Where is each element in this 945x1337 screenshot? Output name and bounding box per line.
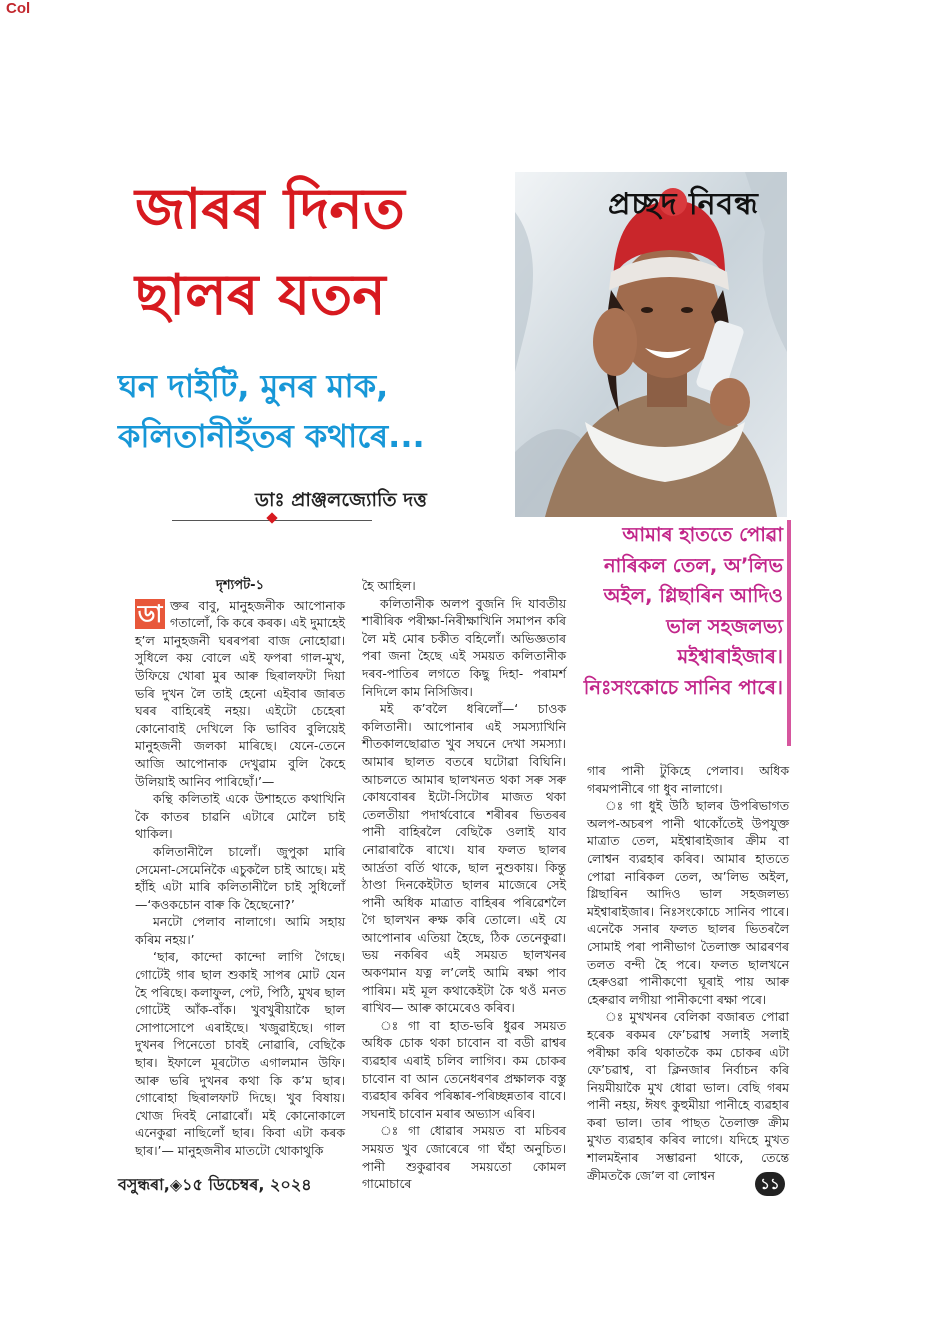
section-tag: প্ৰচ্ছদ নিবন্ধ [608, 187, 759, 222]
headline-line-1: জাৰৰ দিনত [135, 177, 405, 242]
scene-heading: দৃশ্যপট-১ [215, 578, 265, 593]
page-number: ১১ [755, 1172, 785, 1196]
article-column-2 [362, 577, 566, 1193]
paragraph: মনটো পেলাব নালাগে। আমি সহায় কৰিম নহয়।’ [135, 914, 345, 947]
article-column-1 [135, 577, 345, 1160]
paragraph: ঃ গা ধুই উঠি ছালৰ উপৰিভাগত অলপ-অচৰপ পানী থাকোঁতেই উপযুক্ত মাত্ৰাত তেল, মইশ্বাৰাইজাৰ ক্ৰীম বা লোশ্বন ব্যৱহাৰ কৰিব। আমাৰ হাততে পোৱা নাৰিকল তেল, অ’লিভ অইল, গ্লিছাৰিন আদিও ভাল সহজলভ্য মইশ্বাৰাইজাৰ। নিঃসংকোচে সানিব পাৰে। এনেকৈ সনাৰ ফলত ছালৰ ভিতৰলৈ সোমাই পৰা পানীভাগ তৈলাক্ত আৱৰণৰ তলত বন্দী হৈ পৰে। ফলত ছালখনে হেৰুওৱা পানীকণো ঘূৰাই পায় আৰু হেৰুৱাব লগীয়া পানীকণো ৰক্ষা পৰে। [587, 798, 789, 1007]
paragraph: ‘ছাৰ, কান্দো কান্দো লাগি গৈছে। গোটেই গাৰ ছাল শুকাই সাপৰ মোট যেন হৈ পৰিছে। কলাফুল, পেট, পিঠি, মুখৰ ছাল গোটেই আঁক-বাঁক। খুবখুৰীয়াকৈ ছাল সোপাসোপে এৰাইছে। খজুৱাইছে। গাল দুখনৰ পিনেতো চাবই নোৱাৰি, বেছিকৈ ছাৰ। ইফালে মূৰটোত এগালমান উফি। আৰু ভৰি দুখনৰ কথা কি ক’ম ছাৰ। গোৰোহা ছিৰালফাট দিছে। খুব বিষায়। খোজ দিবই নোৱাৰোঁ। মই কোনোকালে এনেকুৱা নাছিলোঁ ছাৰ। কিবা এটা কৰক ছাৰ।’— মানুহজনীৰ মাতটো থোকাথুকি [135, 949, 345, 1158]
paragraph: মই ক’বলৈ ধৰিলোঁ—‘ চাওক কলিতানী। আপোনাৰ এই সমস্যাখিনি শীতকালছোৱাত খুব সঘনে দেখা সমস্যা। আমাৰ ছালত বতৰে ঘটোৱা বিঘিনি। আচলতে আমাৰ ছালখনত থকা সৰু সৰু কোষবোৰৰ ইটো-সিটোৰ মাজত থকা তেলতীয়া পদাৰ্থবোৰে শৰীৰৰ ভিতৰৰ পানী বাহিৰলৈ বেছিকৈ ওলাই যাব নোৱাৰাকৈ ৰাখে। যাৰ ফলত ছালৰ আৰ্দ্ৰতা বৰ্তি থাকে, ছাল নুশুকায়। কিন্তু ঠাণ্ডা দিনকেইটাত ছালৰ মাজেৰে সেই পানী অধিক মাত্ৰাত বাহিৰৰ পৰিৱেশলৈ গৈ ছালখন ৰুক্ষ কৰি তোলে। এই যে আপোনাৰ এতিয়া হৈছে, ঠিক তেনেকুৱা। ভয় নকৰিব এই সময়ত ছালখনৰ অকণমান যত্ন ল’লেই আমি ৰক্ষা পাব পাৰিম। মই মূল কথাকেইটা কৈ থওঁ মনত ৰাখিব— আৰু কামেৰেও কৰিব। [362, 701, 566, 1016]
paragraph: ক্তৰ বাবু, মানুহজনীক আপোনাক গতালোঁ, কি কৰে কৰক। এই দুমাহেই হ’ল মানুহজনী ঘৰৰপৰা বাজ নোহোৱা। সুধিলে কয় বোলে এই ফপৰা গাল-মুখ, উফিয়ে খোৰা মুৰ আৰু ছিৰালফটা দিয়া ভৰি দুখন লৈ তাই হেনো এইবাৰ জাৰত ঘৰৰ বাহিৰেই নহয়। এইটো চেহেৰা কোনোবাই দেখিলে কি ভাবিব বুলিয়েই মানুহজনী জলকা মাৰিছে। যেনে-তেনে আজি আপোনাক দেখুৱাম বুলি কৈহে উলিয়াই আনিব পাৰিছোঁ।’— [135, 597, 345, 789]
footer-publication-date: বসুন্ধৰা,◈১৫ ডিচেম্বৰ, ২০২৪ [118, 1175, 312, 1194]
paragraph: কন্থি কলিতাই একে উশাহতে কথাখিনি কৈ কাতৰ চাৱনি এটাৰে মোলৈ চাই থাকিল। [135, 791, 345, 842]
drop-cap: ডা [135, 599, 165, 629]
paragraph: হৈ আহিল। [362, 578, 416, 593]
pull-quote: আমাৰ হাততে পোৱা নাৰিকল তেল, অ’লিভ অইল, গ্লিছাৰিন আদিও ভাল সহজলভ্য মইশ্বাৰাইজাৰ। নিঃসংকোচে সানিব পাৰে। [583, 520, 791, 746]
headline-line-2: ছালৰ যতন [135, 263, 386, 328]
paragraph: কলিতানীলৈ চালোঁ। জুপুকা মাৰি সেমেনা-সেমেনিকৈ এচুকলৈ চাই আছে। মই হাঁহি এটা মাৰি কলিতানীলৈ চাই সুধিলোঁ—‘কওকচোন বাৰু কি হৈছেনো?’ [135, 843, 345, 912]
article-column-3 [587, 762, 789, 1184]
subheadline-line-1: ঘন দাইটি, মুনৰ মাক, [118, 367, 389, 405]
corner-label: Col [6, 0, 31, 17]
paragraph: গাৰ পানী টুকিহে পেলাব। অধিক গৰমপানীৰে গা ধুব নালাগে। [587, 763, 789, 796]
paragraph: কলিতানীক অলপ বুজনি দি যাবতীয় শাৰীৰিক পৰীক্ষা-নিৰীক্ষাখিনি সমাপন কৰি লৈ মই মোৰ চকীত বহিলোঁ। অভিজ্ঞতাৰ পৰা জনা হৈছে এই সময়ত কলিতানীক দৰব-পাতিৰ লগতে কিছু দিহা- পৰামৰ্শ নিদিলে কাম নিসিজিব। [362, 595, 566, 699]
paragraph: ঃ গা ধোৱাৰ সময়ত বা মচিবৰ সময়ত খুব জোৰেৰে গা ঘঁহা অনুচিত। পানী শুকুৱাবৰ সময়তো কোমল গামোচাৰে [362, 1123, 566, 1192]
subheadline-line-2: কলিতানীহঁতৰ কথাৰে... [118, 417, 425, 455]
paragraph: ঃ মুখখনৰ বেলিকা বজাৰত পোৱা হৰেক ৰকমৰ ফে’চৱাশ্ব সলাই সলাই পৰীক্ষা কৰি থকাতকৈ কম চোকৰ এটা ফে’চৱাশ্ব, বা ক্লিনজাৰ নিৰ্বাচন কৰি নিয়মীয়াকৈ মুখ ধোৱা ভাল। বেছি গৰম পানী নহয়, ঈষৎ কুহুমীয়া পানীহে ব্যৱহাৰ কৰা ভাল। তাৰ পাছত তৈলাক্ত ক্ৰীম মুখত ব্যৱহাৰ কৰিব লাগে। যদিহে মুখত শালমইনাৰ সম্ভাৱনা থাকে, তেন্তে ক্ৰীমতকৈ জে’ল বা লোশ্বন [587, 1009, 789, 1183]
author-byline: ডাঃ প্ৰাঞ্জলজ্যোতি দত্ত [255, 489, 427, 511]
paragraph: ঃ গা বা হাত-ভৰি ধুৱৰ সময়ত অধিক চোক থকা চাবোন বা বডী ৱাশ্বৰ ব্যৱহাৰ এৰাই চলিব লাগিব। কম চোকৰ চাবোন বা আন তেনেধৰণৰ প্ৰক্ষালক বস্তু ব্যৱহাৰ কৰিব পৰিষ্কাৰ-পৰিচ্ছন্নতাৰ বাবে। সঘনাই চাবোন মৰাৰ অভ্যাস এৰিব। [362, 1017, 566, 1121]
